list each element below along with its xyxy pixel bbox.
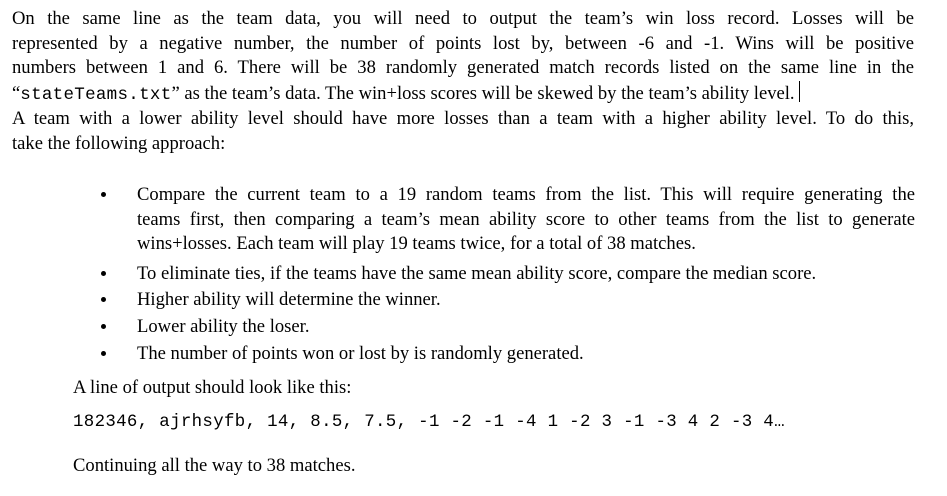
bullet-dot-icon (101, 351, 106, 356)
closing-text: Continuing all the way to 38 matches. (73, 455, 356, 476)
bullet-item-3 (137, 288, 915, 313)
bullet-dot-icon (101, 192, 106, 197)
example-intro: A line of output should look like this: (73, 377, 352, 398)
bullet-1-line-2: teams first, then comparing a team’s mean ability score to other teams from the list to generate (137, 208, 915, 230)
bullet-3-text: Higher ability will determine the winner. (137, 289, 441, 310)
filename-text: stateTeams.txt (20, 84, 172, 105)
intro-line-6: take the following approach: (12, 132, 226, 154)
bullet-dot-icon (101, 324, 106, 329)
bullet-2-text: To eliminate ties, if the teams have the same mean ability score, compare the median score. (137, 263, 817, 284)
intro-line-1: On the same line as the team data, you will need to output the team’s win loss record. Losses will be (12, 8, 914, 29)
intro-paragraph (12, 7, 914, 157)
filename-quote-close: ” (171, 82, 180, 104)
bullet-item-1 (137, 183, 915, 257)
intro-line-2: represented by a negative number, the number of points lost by, between -6 and -1. Wins will be positive (12, 32, 914, 54)
intro-line-3: numbers between 1 and 6. There will be 38 randomly generated match records listed on the same line in the (12, 57, 914, 79)
bullet-1-line-3: wins+losses. Each team will play 19 teams twice, for a total of 38 matches. (137, 233, 696, 255)
intro-line-4-rest: as the team’s data. The win+loss scores will be skewed by the team’s ability level. (179, 82, 795, 104)
bullet-4-text: Lower ability the loser. (137, 316, 310, 337)
example-output-line: 182346, ajrhsyfb, 14, 8.5, 7.5, -1 -2 -1 -4 1 -2 3 -1 -3 4 2 -3 4… (73, 413, 785, 432)
bullet-item-4 (137, 315, 915, 340)
bullet-item-5 (137, 342, 915, 367)
text-cursor (799, 81, 800, 102)
bullet-dot-icon (101, 271, 106, 276)
bullet-1-line-1: Compare the current team to a 19 random teams from the list. This will require generating the (137, 184, 915, 205)
bullet-dot-icon (101, 297, 106, 302)
intro-line-5: A team with a lower ability level should have more losses than a team with a higher ability level. To do this, (12, 108, 914, 130)
filename-quote-open: “ (12, 82, 21, 104)
intro-line-4 (12, 81, 914, 108)
bullet-5-text: The number of points won or lost by is randomly generated. (137, 343, 584, 364)
bullet-item-2 (137, 262, 915, 287)
